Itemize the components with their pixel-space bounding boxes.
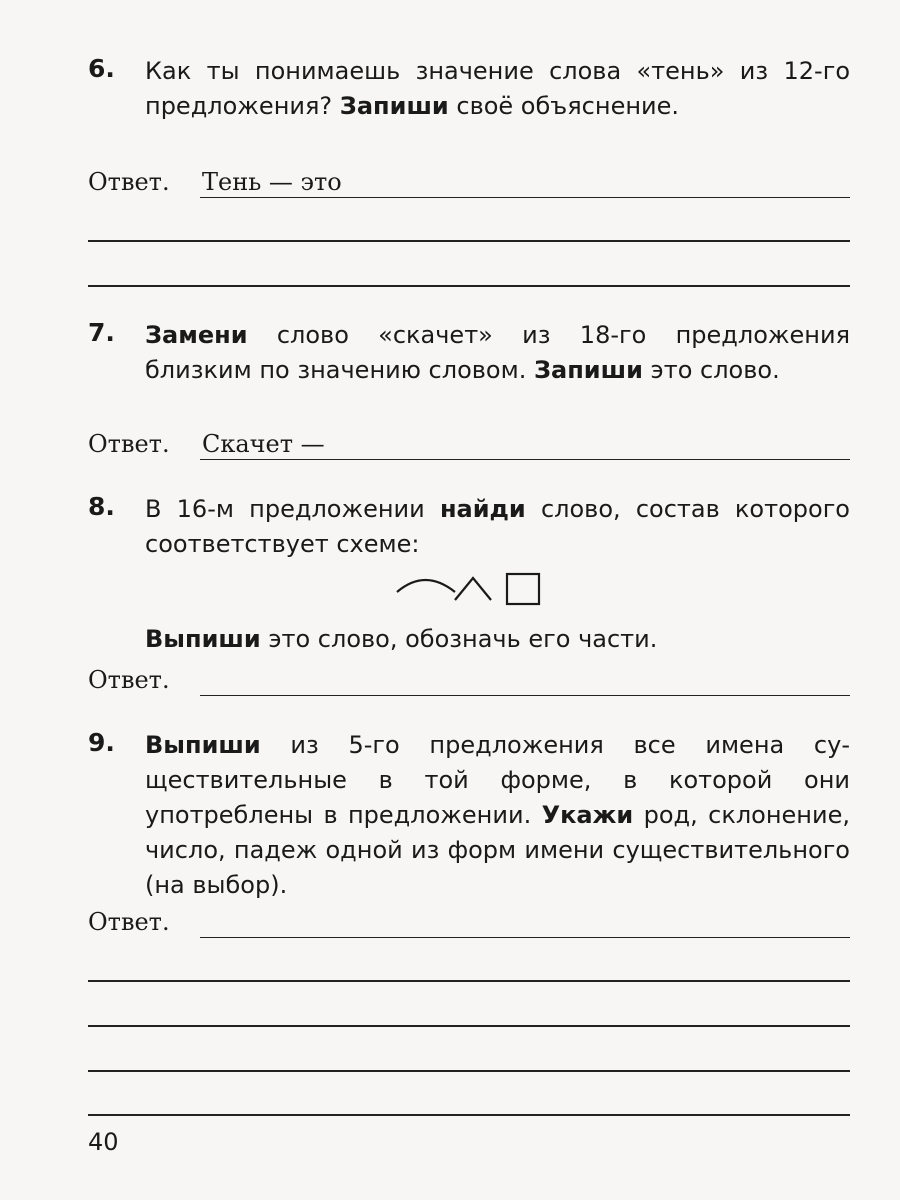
morpheme-suffix-icon [455, 578, 491, 600]
answer-row [88, 902, 850, 942]
task-number: 8. [88, 492, 115, 521]
morpheme-ending-box-icon [507, 574, 539, 604]
task-7 [88, 318, 850, 388]
task-text: Выпиши из 5-го предложения все имена существительные в той форме, в которой они употреблены в предложении. Укажи род, склонение, число, падеж одной из форм имени существительного (на выбор). [145, 731, 850, 899]
answer-line[interactable] [200, 695, 850, 697]
answer-row [88, 660, 850, 700]
answer-row [88, 162, 850, 202]
answer-line[interactable] [200, 197, 850, 199]
task-8 [88, 492, 850, 562]
answer-prefill: Скачет — [202, 430, 325, 458]
task-text: В 16-м предложении найди слово, состав которого соответствует схеме: [145, 495, 850, 558]
answer-line[interactable] [200, 459, 850, 461]
answer-label: Ответ. [88, 666, 170, 694]
page-number: 40 [88, 1128, 119, 1156]
morpheme-root-arc-icon [397, 580, 455, 592]
answer-row [88, 424, 850, 464]
task-number: 7. [88, 318, 115, 347]
answer-label: Ответ. [88, 908, 170, 936]
task-9 [88, 728, 850, 903]
task-text: Выпиши это слово, обозначь его части. [145, 625, 658, 653]
answer-line[interactable] [88, 240, 850, 242]
answer-line[interactable] [88, 285, 850, 287]
answer-line[interactable] [88, 980, 850, 982]
answer-label: Ответ. [88, 168, 170, 196]
answer-label: Ответ. [88, 430, 170, 458]
answer-prefill: Тень — это [202, 168, 342, 196]
answer-line[interactable] [88, 1114, 850, 1116]
answer-line[interactable] [88, 1070, 850, 1072]
task-text: Как ты понимаешь значение слова «тень» из 12-го предложения? Запиши своё объяснение. [145, 57, 850, 120]
task-number: 9. [88, 728, 115, 757]
answer-line[interactable] [200, 937, 850, 939]
task-8-instruction [88, 622, 850, 657]
morpheme-scheme [395, 570, 545, 610]
answer-line[interactable] [88, 1025, 850, 1027]
task-6 [88, 54, 850, 124]
task-number: 6. [88, 54, 115, 83]
task-text: Замени слово «скачет» из 18-го предложения близким по значению словом. Запиши это слово. [145, 321, 850, 384]
